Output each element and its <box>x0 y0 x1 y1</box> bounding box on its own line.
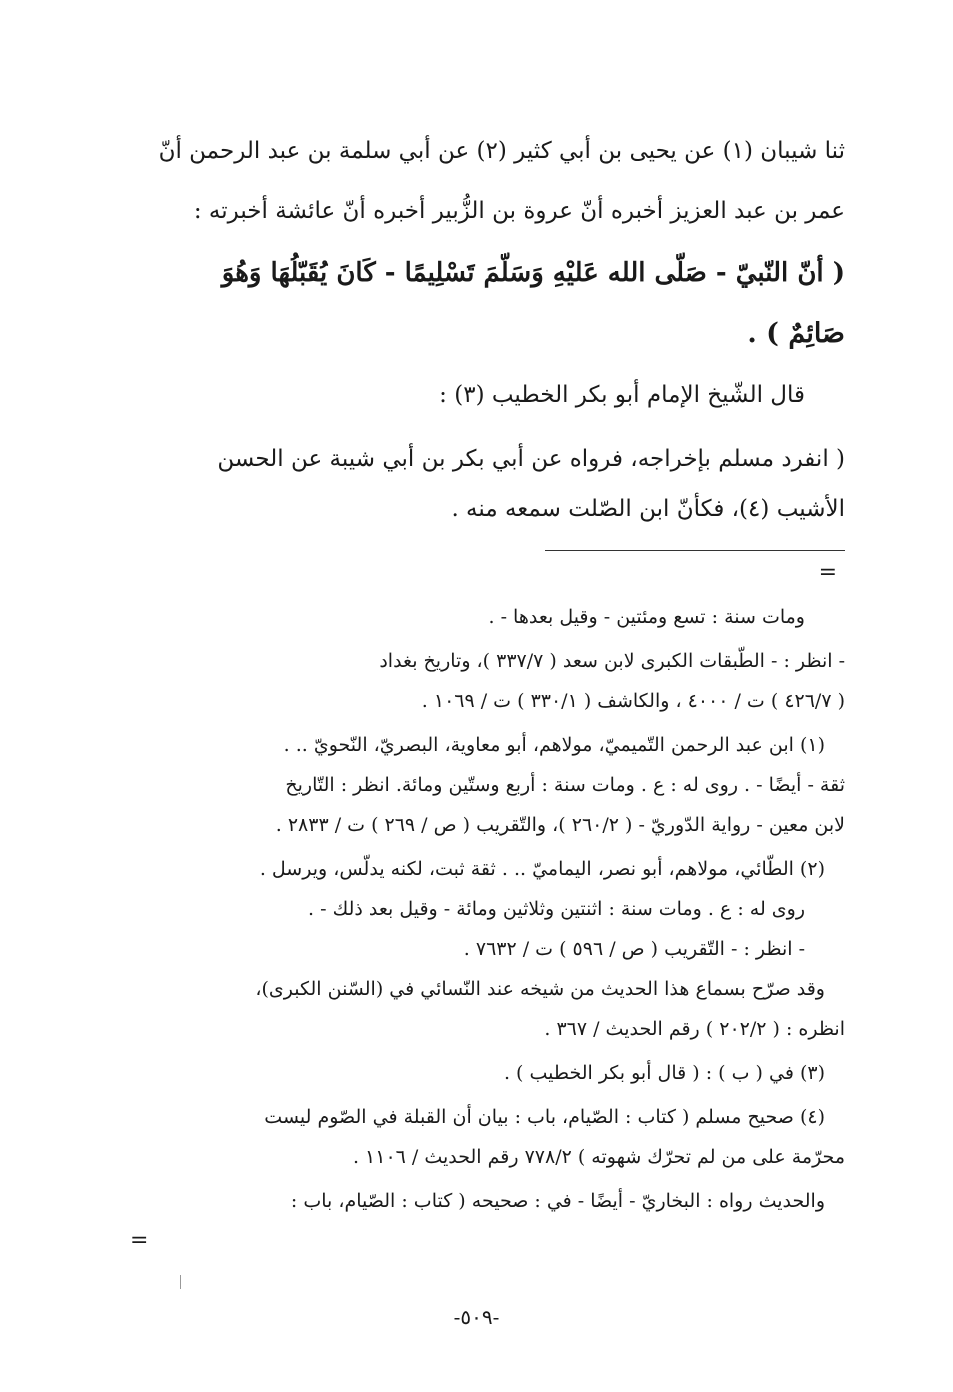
footnote-line-9: - انظر : - التّقريب ( ص / ٥٩٦ ) ت / ٧٦٣٢ . <box>463 938 805 960</box>
footnote-line-3: ( ٤٢٦/٧ ) ت / ٤٠٠٠ ، والكاشف ( ٣٣٠/١ ) ت / ١٠٦٩ . <box>421 690 845 712</box>
page-text-block <box>130 0 845 1392</box>
footnote-line-5: ثقة - أيضًا - . روى له : ع . ومات سنة : أربع وستّين ومائة. انظر : التّاريخ <box>285 774 845 796</box>
footnote-line-2: - انظر : - الطّبقات الكبرى لابن سعد ( ٣٣٧/٧ )، وتاريخ بغداد <box>379 650 845 672</box>
page-number: -٥٠٩- <box>453 1305 500 1329</box>
body-line-2: عمر بن عبد العزيز أخبره أنّ عروة بن الزُّبير أخبره أنّ عائشة أخبرته : <box>193 198 845 224</box>
body-line-4: الأشيب (٤)، فكأنّ ابن الصّلت سمعه منه . <box>451 496 845 522</box>
scan-margin-mark <box>180 1275 181 1289</box>
hadith-text-line-2: صَائِمٌ ) . <box>747 318 845 349</box>
footnote-line-8: روى له : ع . ومات سنة : اثنتين وثلاثين ومائة - وقيل بعد ذلك - . <box>308 898 805 920</box>
footnote-line-1: ومات سنة : تسع ومئتين - وقيل بعدها - . <box>488 606 805 628</box>
footnote-line-6: لابن معين - رواية الدّوريّ - ( ٢٦٠/٢ )، والتّقريب ( ص / ٢٦٩ ) ت / ٢٨٣٣ . <box>275 814 845 836</box>
body-line-author-note: قال الشّيخ الإمام أبو بكر الخطيب (٣) : <box>439 382 805 408</box>
footnote-line-11: انظره : ( ٢٠٢/٢ ) رقم الحديث / ٣٦٧ . <box>544 1018 845 1040</box>
footnote-line-13: (٤) صحيح مسلم ( كتاب : الصّيام، باب : بيان أن القبلة في الصّوم ليست <box>264 1106 825 1128</box>
body-line-1: ثنا شيبان (١) عن يحيى بن أبي كثير (٢) عن أبي سلمة بن عبد الرحمن أنّ <box>158 138 845 164</box>
footnote-line-12: (٣) في ( ب ) : ( قال أبو بكر الخطيب ) . <box>503 1062 825 1084</box>
hadith-text-line-1: ( أنّ النّبيّ - صَلّى الله عَليْهِ وَسَلّمَ تَسْلِيمًا - كَانَ يُقَبّلُهَا وَهُوَ <box>221 258 845 288</box>
footnote-line-10: وقد صرّح بسماع هذا الحديث من شيخه عند النّسائي في (السّنن الكبرى)، <box>255 978 825 1000</box>
continuation-mark-top: = <box>818 560 837 585</box>
footnote-line-4: (١) ابن عبد الرحمن التّميميّ، مولاهم، أبو معاوية، البصريّ، النّحويّ .. . <box>283 734 825 756</box>
footnote-line-15: والحديث رواه : البخاريّ - أيضًا - في : صحيحه ( كتاب : الصّيام، باب : <box>290 1190 825 1212</box>
body-line-3: ( انفرد مسلم بإخراجه، فرواه عن أبي بكر بن أبي شيبة عن الحسن <box>217 446 845 472</box>
footnote-line-14: محرّمة على من لم تحرّك شهوته ) ٧٧٨/٢ رقم الحديث / ١١٠٦ . <box>352 1146 845 1168</box>
footnote-line-7: (٢) الطّائي، مولاهم، أبو نصر، اليماميّ .. . ثقة ثبت، لكنه يدلّس، ويرسل . <box>259 858 825 880</box>
footnote-divider <box>545 550 845 551</box>
continuation-mark-bottom: = <box>130 1228 149 1253</box>
